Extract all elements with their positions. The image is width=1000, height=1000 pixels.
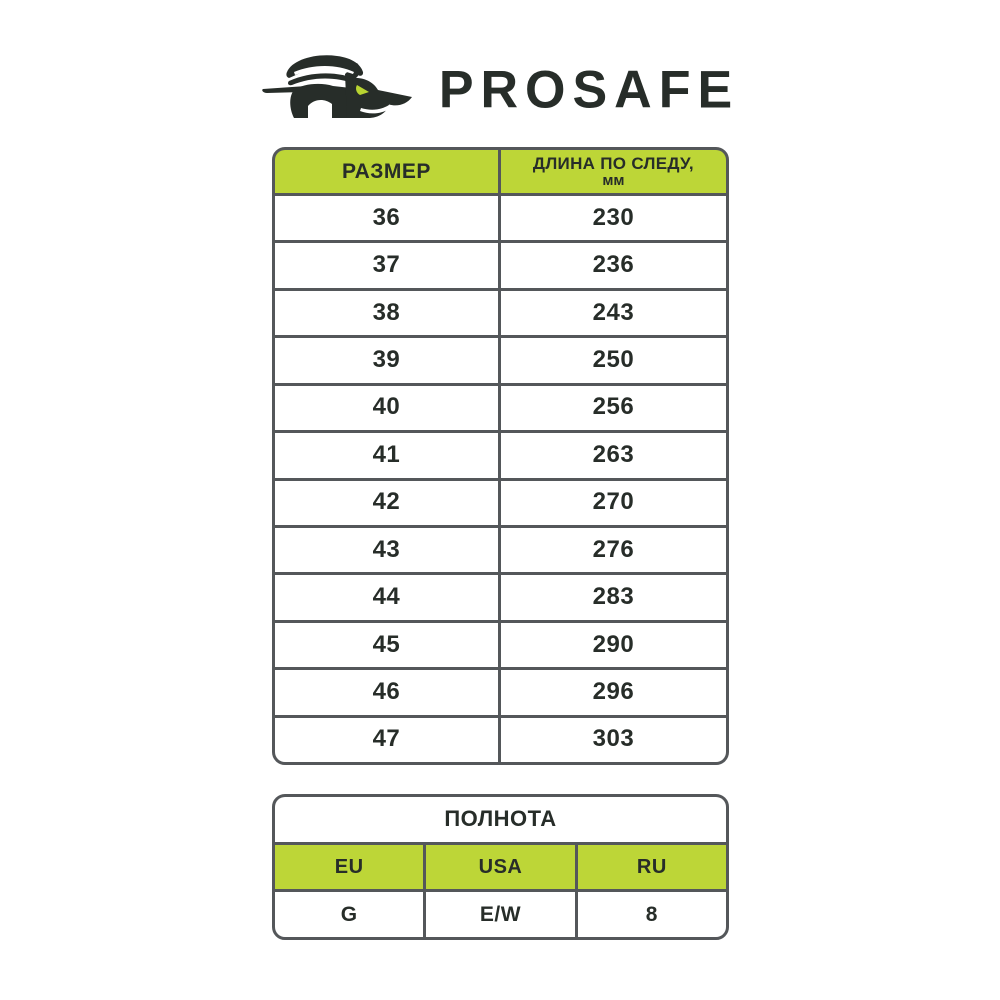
size-value-cell: 42 — [275, 481, 498, 525]
length-value-cell: 243 — [501, 291, 726, 335]
size-value-cell: 36 — [275, 196, 498, 240]
length-value-cell: 263 — [501, 433, 726, 477]
width-table-title: ПОЛНОТА — [275, 797, 726, 842]
length-value-cell: 230 — [501, 196, 726, 240]
length-value-cell: 236 — [501, 243, 726, 287]
length-value-cell: 256 — [501, 386, 726, 430]
width-value-usa: E/W — [426, 892, 574, 937]
length-value-cell: 290 — [501, 623, 726, 667]
size-value-cell: 37 — [275, 243, 498, 287]
size-value-cell: 40 — [275, 386, 498, 430]
size-value-cell: 44 — [275, 575, 498, 619]
width-value-ru: 8 — [578, 892, 726, 937]
size-value-cell: 45 — [275, 623, 498, 667]
size-value-cell: 38 — [275, 291, 498, 335]
length-header-line2: мм — [602, 171, 625, 189]
size-value-cell: 46 — [275, 670, 498, 714]
size-value-cell: 41 — [275, 433, 498, 477]
length-value-cell: 283 — [501, 575, 726, 619]
width-header-eu: EU — [275, 845, 423, 890]
length-column-header — [501, 150, 726, 193]
size-column-header: РАЗМЕР — [275, 150, 498, 193]
width-table — [272, 794, 729, 940]
length-value-cell: 303 — [501, 718, 726, 762]
size-value-cell: 43 — [275, 528, 498, 572]
width-header-ru: RU — [578, 845, 726, 890]
length-value-cell: 270 — [501, 481, 726, 525]
length-value-cell: 296 — [501, 670, 726, 714]
length-header-line1: ДЛИНА ПО СЛЕДУ, — [532, 153, 694, 173]
size-value-cell: 39 — [275, 338, 498, 382]
width-value-eu: G — [275, 892, 423, 937]
brand-wordmark: PROSAFE — [438, 60, 740, 120]
rhino-logo-icon — [261, 50, 413, 122]
brand-header — [0, 46, 1000, 126]
length-value-cell: 250 — [501, 338, 726, 382]
width-header-usa: USA — [426, 845, 574, 890]
size-value-cell: 47 — [275, 718, 498, 762]
length-value-cell: 276 — [501, 528, 726, 572]
size-table — [272, 147, 729, 765]
